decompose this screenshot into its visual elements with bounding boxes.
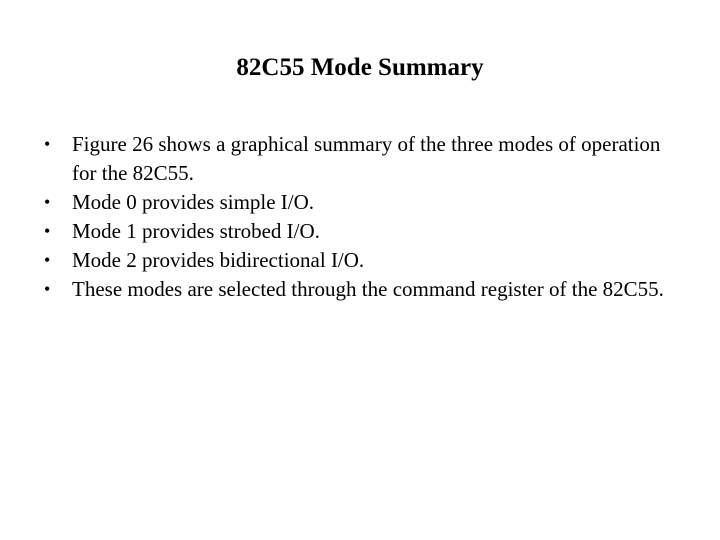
bullet-text: Mode 0 provides simple I/O. (72, 190, 315, 214)
bullet-text: These modes are selected through the command register of the 82C55. (72, 277, 664, 301)
bullet-marker: • (44, 279, 51, 299)
bullet-item (44, 246, 684, 275)
bullet-item (44, 275, 684, 304)
bullet-text: Mode 2 provides bidirectional I/O. (72, 248, 365, 272)
bullet-text: Figure 26 shows a graphical summary of the three modes of operation for the 82C55. (72, 132, 661, 185)
slide-title: 82C55 Mode Summary (236, 54, 484, 81)
bullet-text: Mode 1 provides strobed I/O. (72, 219, 320, 243)
bullet-item (44, 188, 684, 217)
bullet-item (44, 130, 684, 188)
bullet-item (44, 217, 684, 246)
bullet-marker: • (44, 221, 51, 241)
bullet-marker: • (44, 250, 51, 270)
bullet-marker: • (44, 134, 51, 154)
bullet-marker: • (44, 192, 51, 212)
bullet-list (44, 130, 684, 304)
